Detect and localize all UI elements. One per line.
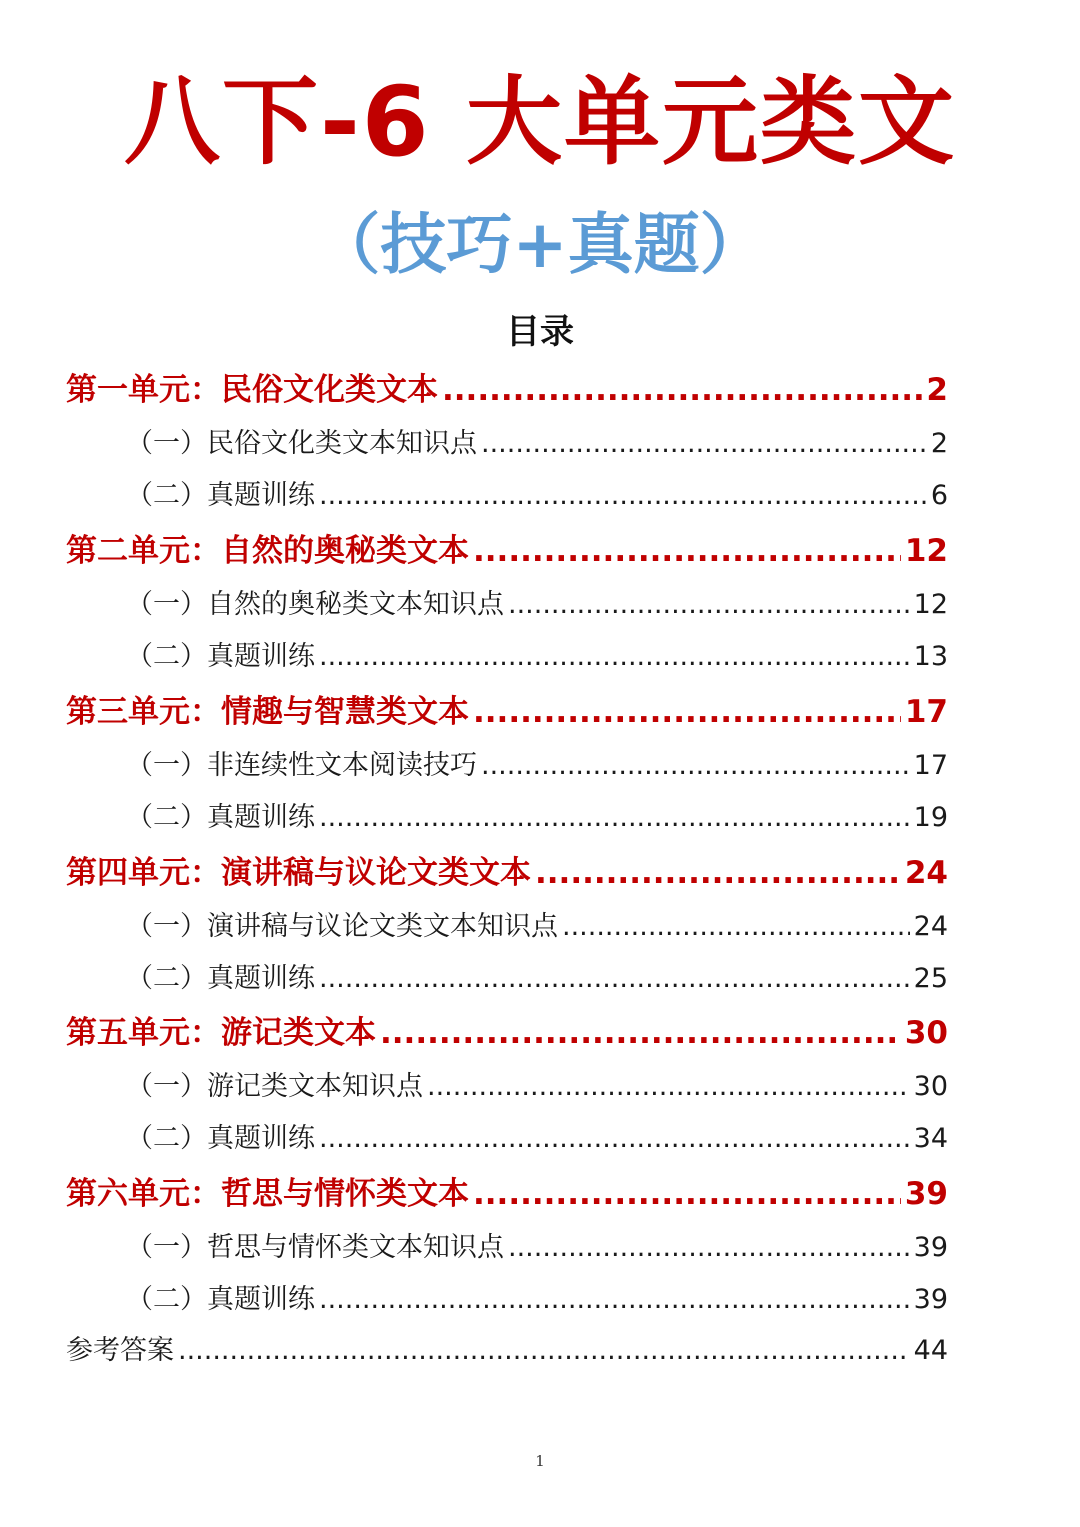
toc-subsection[interactable]	[126, 746, 948, 786]
toc-entry-label: （二）真题训练	[126, 1284, 315, 1315]
toc-entry-page: 24	[904, 855, 948, 891]
dot-leader	[427, 1067, 910, 1107]
dot-leader	[508, 585, 910, 625]
toc-entry-page: 39	[904, 1176, 948, 1212]
dot-leader	[319, 798, 910, 838]
toc-entry-page: 2	[930, 428, 948, 459]
toc-entry-page: 39	[913, 1284, 948, 1315]
toc-entry-page: 6	[930, 480, 948, 511]
toc-entry-label: （一）自然的奥秘类文本知识点	[126, 589, 504, 620]
toc-entry-label: 第一单元：民俗文化类文本	[66, 372, 438, 408]
toc-entry-page: 34	[913, 1123, 948, 1154]
toc-entry-label: （一）游记类文本知识点	[126, 1071, 423, 1102]
dot-leader	[319, 637, 910, 677]
dot-leader	[473, 1170, 901, 1218]
toc-answers[interactable]	[66, 1331, 948, 1371]
dot-leader	[319, 959, 910, 999]
toc-unit-5[interactable]	[66, 1009, 948, 1057]
document-subtitle: （技巧+真题）	[314, 206, 766, 283]
toc-subsection[interactable]	[126, 1228, 948, 1268]
toc-subsection[interactable]	[126, 798, 948, 838]
toc-entry-page: 17	[913, 750, 948, 781]
toc-entry-label: （一）演讲稿与议论文类文本知识点	[126, 911, 558, 942]
toc-entry-label: （一）民俗文化类文本知识点	[126, 428, 477, 459]
dot-leader	[319, 476, 927, 516]
toc-entry-label: 第五单元：游记类文本	[66, 1015, 376, 1051]
toc-entry-page: 44	[913, 1335, 948, 1366]
page-number: 1	[535, 1452, 545, 1470]
toc-entry-page: 25	[913, 963, 948, 994]
dot-leader	[442, 366, 922, 414]
toc-entry-label: 第四单元：演讲稿与议论文类文本	[66, 855, 531, 891]
toc-unit-3[interactable]	[66, 688, 948, 736]
toc-entry-label: （二）真题训练	[126, 641, 315, 672]
toc-entry-page: 2	[926, 372, 948, 408]
toc-entry-page: 24	[913, 911, 948, 942]
toc-entry-page: 30	[904, 1015, 948, 1051]
toc-entry-page: 30	[913, 1071, 948, 1102]
toc-subsection[interactable]	[126, 907, 948, 947]
toc-entry-page: 17	[904, 694, 948, 730]
dot-leader	[473, 527, 901, 575]
dot-leader	[473, 688, 901, 736]
toc-entry-label: （一）非连续性文本阅读技巧	[126, 750, 477, 781]
dot-leader	[508, 1228, 910, 1268]
toc-entry-page: 13	[913, 641, 948, 672]
toc-entry-page: 39	[913, 1232, 948, 1263]
toc-entry-label: 第三单元：情趣与智慧类文本	[66, 694, 469, 730]
dot-leader	[535, 849, 901, 897]
toc-subsection[interactable]	[126, 637, 948, 677]
toc-subsection[interactable]	[126, 585, 948, 625]
toc-entry-label: （一）哲思与情怀类文本知识点	[126, 1232, 504, 1263]
toc-entry-label: 第六单元：哲思与情怀类文本	[66, 1176, 469, 1212]
dot-leader	[562, 907, 910, 947]
toc-entry-page: 12	[913, 589, 948, 620]
toc-subsection[interactable]	[126, 476, 948, 516]
toc-entry-label: （二）真题训练	[126, 480, 315, 511]
toc-subsection[interactable]	[126, 1119, 948, 1159]
toc-entry-page: 19	[913, 802, 948, 833]
toc-subsection[interactable]	[126, 1067, 948, 1107]
toc-entry-label: 参考答案	[66, 1335, 174, 1366]
toc-subsection[interactable]	[126, 1280, 948, 1320]
document-title: 八下-6 大单元类文	[123, 66, 957, 178]
toc-entry-label: （二）真题训练	[126, 802, 315, 833]
toc-entry-page: 12	[904, 533, 948, 569]
dot-leader	[380, 1009, 901, 1057]
toc-unit-1[interactable]	[66, 366, 948, 414]
toc-entry-label: （二）真题训练	[126, 1123, 315, 1154]
toc-subsection[interactable]	[126, 424, 948, 464]
dot-leader	[481, 746, 910, 786]
dot-leader	[481, 424, 927, 464]
toc-unit-4[interactable]	[66, 849, 948, 897]
toc-heading: 目录	[506, 312, 574, 352]
toc-unit-6[interactable]	[66, 1170, 948, 1218]
dot-leader	[319, 1280, 910, 1320]
dot-leader	[178, 1331, 910, 1371]
toc-unit-2[interactable]	[66, 527, 948, 575]
toc-subsection[interactable]	[126, 959, 948, 999]
toc-entry-label: 第二单元：自然的奥秘类文本	[66, 533, 469, 569]
dot-leader	[319, 1119, 910, 1159]
toc-entry-label: （二）真题训练	[126, 963, 315, 994]
